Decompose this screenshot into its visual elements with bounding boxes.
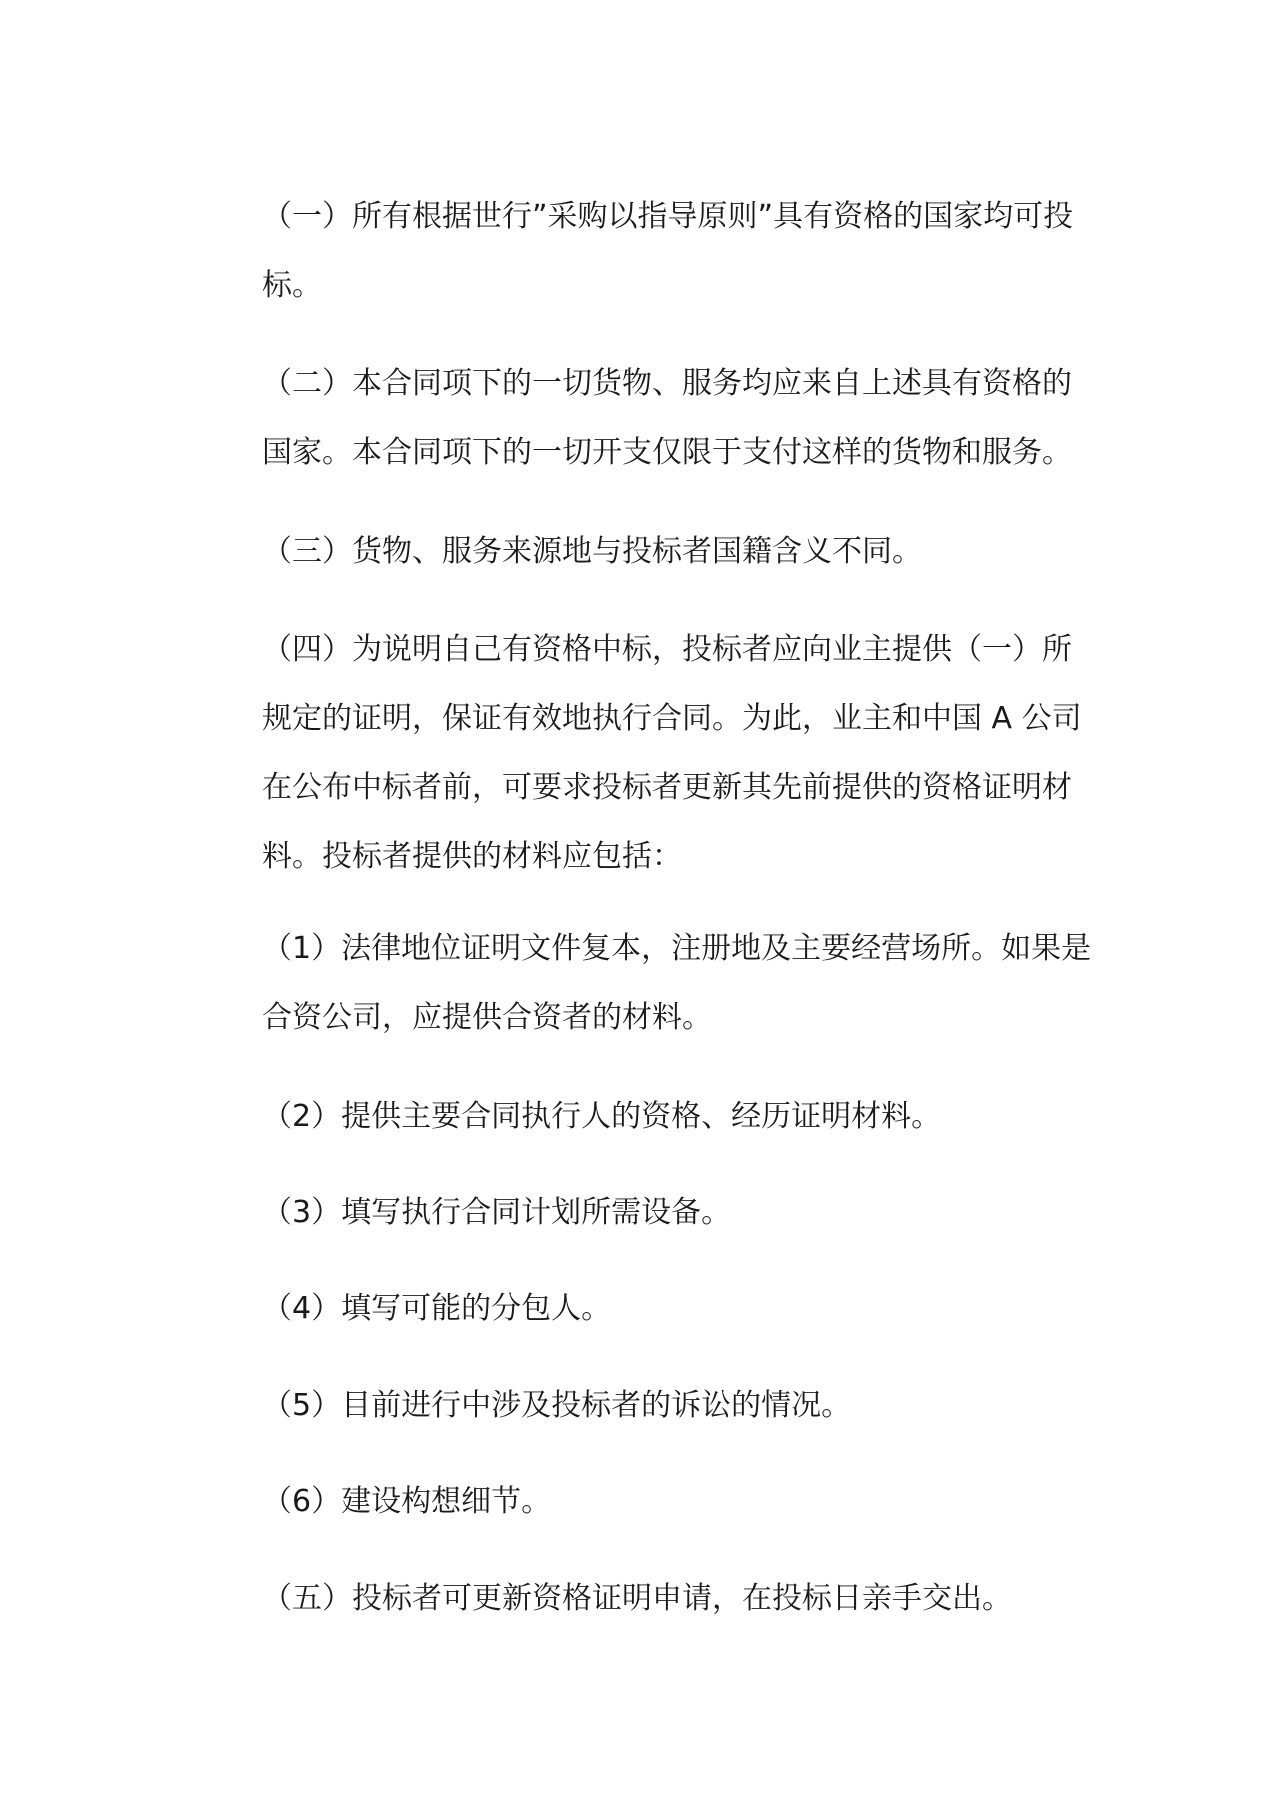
text-line: （5）目前进行中涉及投标者的诉讼的情况。	[262, 1388, 852, 1423]
text-line: 国家。本合同项下的一切开支仅限于支付这样的货物和服务。	[262, 435, 1072, 470]
list-item-4-subcontractors	[262, 1274, 1102, 1343]
text-line: （1）法律地位证明文件复本，注册地及主要经营场所。如果是	[262, 931, 1092, 966]
text-line: （6）建设构想细节。	[262, 1484, 552, 1519]
text-line: （三）货物、服务来源地与投标者国籍含义不同。	[262, 534, 922, 569]
text-line: （五）投标者可更新资格证明申请，在投标日亲手交出。	[262, 1581, 1012, 1616]
text-line: 合资公司，应提供合资者的材料。	[262, 1000, 712, 1035]
text-line: 料。投标者提供的材料应包括：	[262, 839, 682, 874]
list-item-5-litigation	[262, 1371, 1102, 1440]
text-line: 规定的证明，保证有效地执行合同。为此，业主和中国 A 公司	[262, 701, 1082, 736]
paragraph-goods-services-origin	[262, 349, 1102, 487]
paragraph-update-application	[262, 1564, 1102, 1633]
paragraph-origin-vs-nationality	[262, 517, 1102, 586]
text-line: （二）本合同项下的一切货物、服务均应来自上述具有资格的	[262, 366, 1072, 401]
text-line: （2）提供主要合同执行人的资格、经历证明材料。	[262, 1099, 942, 1134]
text-line: 标。	[262, 268, 322, 303]
text-line: （一）所有根据世行”采购以指导原则”具有资格的国家均可投	[262, 199, 1074, 234]
text-line: （四）为说明自己有资格中标，投标者应向业主提供（一）所	[262, 632, 1072, 667]
list-item-6-construction-concept	[262, 1467, 1102, 1536]
list-item-1-legal-status	[262, 914, 1102, 1052]
text-line: （3）填写执行合同计划所需设备。	[262, 1195, 732, 1230]
list-item-2-executor-qualifications	[262, 1082, 1102, 1151]
text-line: 在公布中标者前，可要求投标者更新其先前提供的资格证明材	[262, 770, 1072, 805]
list-item-3-equipment	[262, 1178, 1102, 1247]
text-line: （4）填写可能的分包人。	[262, 1291, 612, 1326]
paragraph-qualification-proof	[262, 615, 1102, 891]
paragraph-eligible-countries	[262, 182, 1102, 320]
